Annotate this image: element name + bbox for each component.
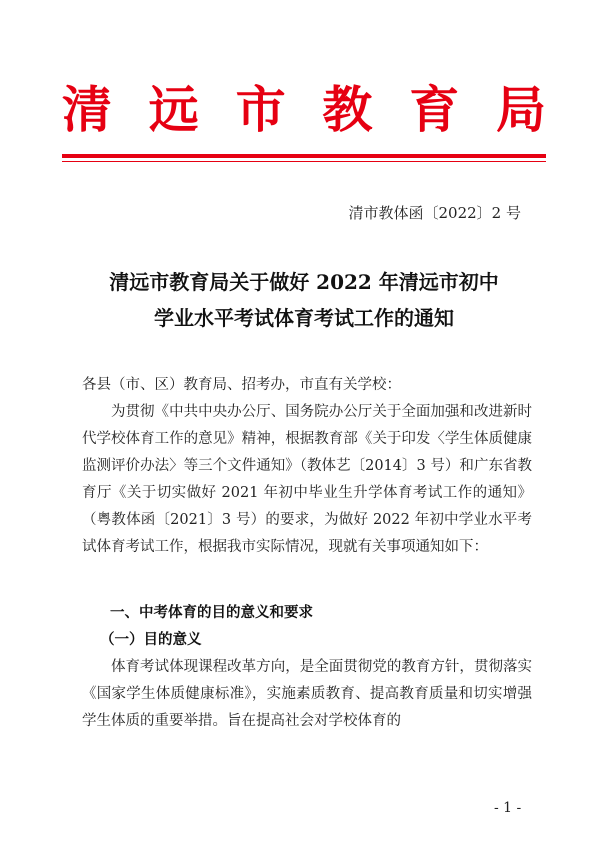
masthead-char: 清	[62, 80, 112, 139]
masthead-char: 育	[409, 80, 460, 139]
masthead-title	[62, 78, 546, 142]
masthead-char: 局	[495, 80, 546, 139]
salutation: 各县（市、区）教育局、招考办，市直有关学校：	[82, 377, 401, 393]
paragraph-intro: 为贯彻《中共中央办公厅、国务院办公厅关于全面加强和改进新时代学校体育工作的意见》精神，根据教育部《关于印发〈学生体质健康监测评价办法〉等三个文件通知》（教体艺〔2014〕3 号）和广东省教育厅《关于切实做好 2021 年初中毕业生升学体育考试工作的通知》（粤教体函〔2021〕3 号）的要求，为做好 2022 年初中学业水平考试体育考试工作，根据我市实际情况，现就有关事项通知如下：	[82, 404, 532, 555]
title-line-2: 学业水平考试体育考试工作的通知	[154, 306, 454, 330]
masthead-char: 市	[235, 80, 286, 139]
masthead-divider-thin	[62, 161, 546, 162]
masthead-divider-thick	[62, 154, 546, 158]
document-title	[62, 264, 546, 336]
subsection-heading-1: （一）目的意义	[100, 632, 202, 648]
title-line-1: 清远市教育局关于做好 2022 年清远市初中	[109, 270, 499, 294]
masthead-char: 远	[148, 80, 199, 139]
masthead-char: 教	[322, 80, 373, 139]
paragraph-purpose: 体育考试体现课程改革方向，是全面贯彻党的教育方针，贯彻落实《国家学生体质健康标准》，实施素质教育、提高教育质量和切实增强学生体质的重要举措。旨在提高社会对学校体育的	[82, 659, 532, 729]
section-heading-1: 一、中考体育的目的意义和要求	[110, 605, 313, 621]
page-number: - 1 -	[494, 800, 522, 816]
document-number: 清市教体函〔2022〕2 号	[348, 204, 521, 222]
